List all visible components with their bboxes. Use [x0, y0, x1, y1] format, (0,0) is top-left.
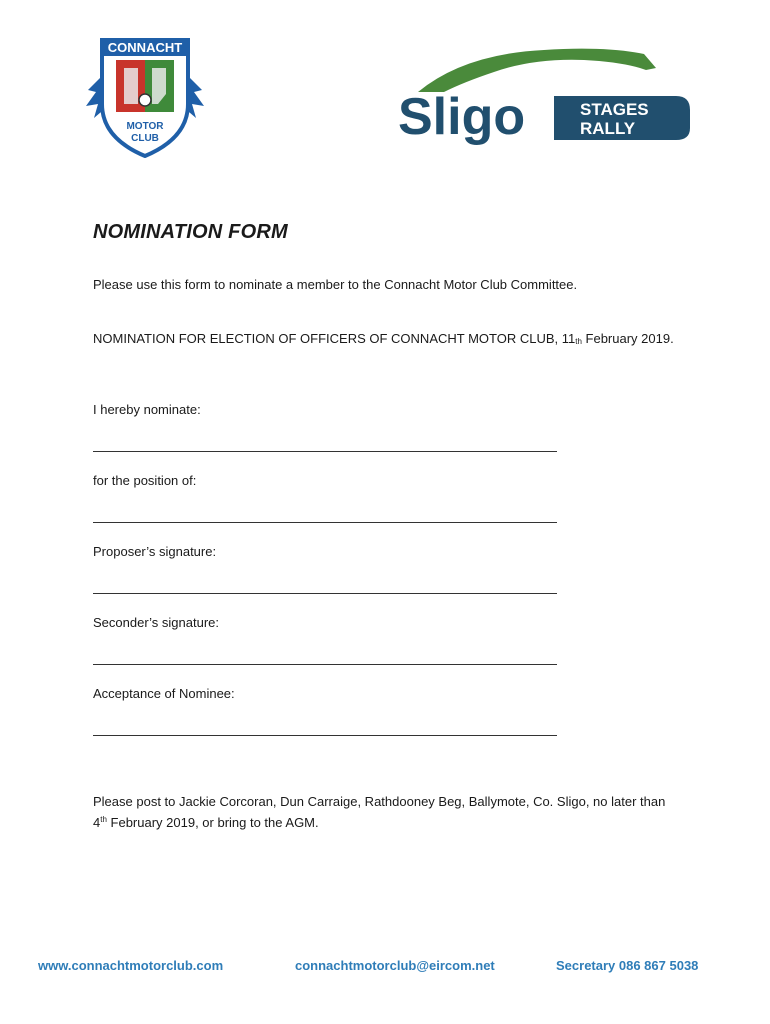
nominee-line[interactable] [93, 451, 557, 452]
seconder-signature-line[interactable] [93, 664, 557, 665]
postal-day: 4 [93, 815, 101, 830]
postal-instructions [93, 793, 713, 832]
sligo-tag-stages: STAGES [580, 100, 649, 119]
email-link[interactable]: connachtmotorclub@eircom.net [295, 958, 495, 973]
position-line[interactable] [93, 522, 557, 523]
cmc-line2: CLUB [131, 133, 159, 144]
form-title: NOMINATION FORM [93, 221, 288, 243]
sligo-tag-rally: RALLY [580, 119, 636, 138]
election-heading [93, 331, 674, 346]
postal-line2: February 2019, or bring to the AGM. [106, 815, 319, 830]
election-ordinal: th [575, 337, 582, 346]
cmc-line1: MOTOR [126, 121, 164, 132]
acceptance-line[interactable] [93, 735, 557, 736]
election-text: NOMINATION FOR ELECTION OF OFFICERS OF CONNACHT MOTOR CLUB, 11 [93, 331, 576, 346]
proposer-signature-label: Proposer’s signature: [93, 544, 217, 559]
acceptance-label: Acceptance of Nominee: [93, 686, 235, 701]
sligo-word: Sligo [398, 88, 526, 146]
form-intro: Please use this form to nominate a member to the Connacht Motor Club Committee. [93, 277, 578, 292]
postal-line1: Please post to Jackie Corcoran, Dun Carraige, Rathdooney Beg, Ballymote, Co. Sligo, no later than [93, 794, 666, 809]
website-link[interactable]: www.connachtmotorclub.com [38, 958, 224, 973]
election-date: February 2019. [581, 331, 674, 346]
position-label: for the position of: [93, 473, 197, 488]
secretary-phone[interactable]: Secretary 086 867 5038 [556, 958, 699, 973]
postal-ordinal: th [100, 815, 107, 824]
sligo-stages-rally-logo [394, 44, 690, 152]
seconder-signature-label: Seconder’s signature: [93, 615, 219, 630]
proposer-signature-line[interactable] [93, 593, 557, 594]
cmc-top-text: CONNACHT [107, 40, 183, 55]
nominee-label: I hereby nominate: [93, 402, 201, 417]
connacht-motor-club-logo [86, 34, 204, 158]
